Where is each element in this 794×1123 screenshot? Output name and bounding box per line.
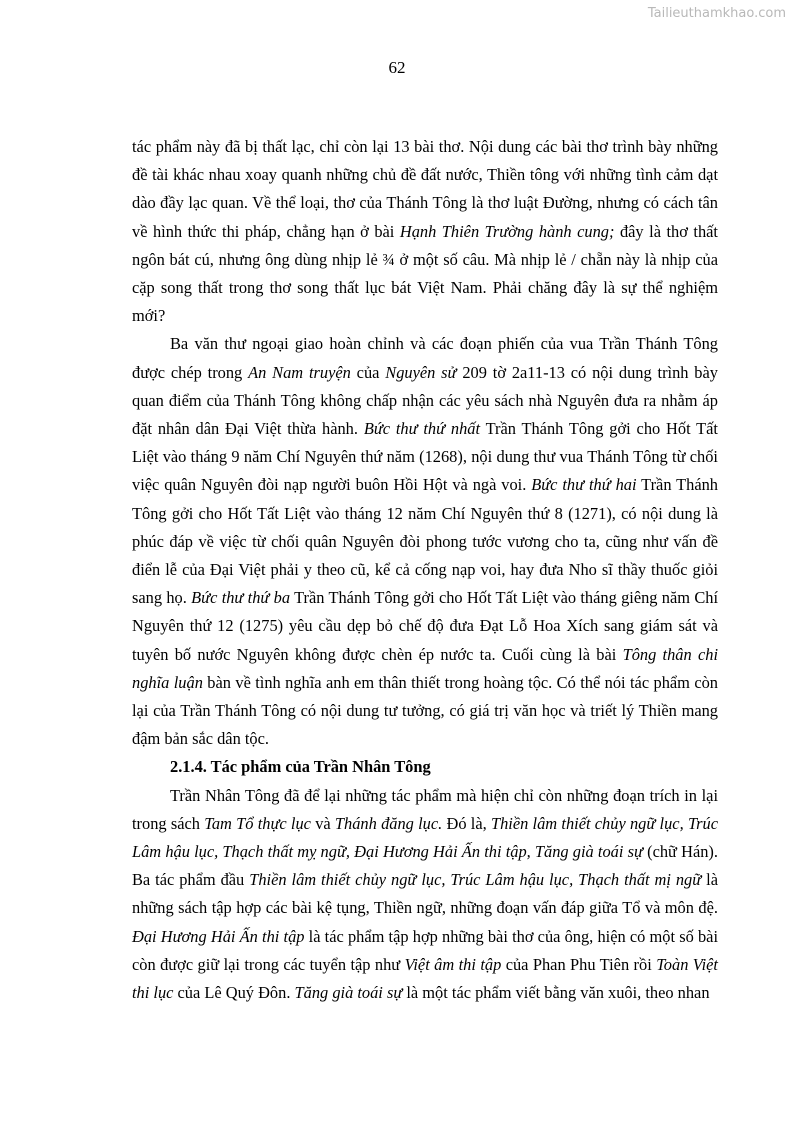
italic-title: Bức thư thứ ba (191, 588, 291, 608)
italic-title: Thánh đăng lục. (334, 813, 443, 833)
text-run: Trần Thánh Tông gởi cho Hốt Tất Liệt vào tháng 9 năm Chí Nguyên thứ năm (1268), nội dung thư vua Thánh Tông từ chối việc quân Nguyên đòi nạp người buôn Hồi Hột và ngà voi. (132, 419, 718, 495)
page-number: 62 (388, 58, 406, 77)
italic-title: Tăng già toái sự (294, 983, 403, 1003)
text-run: bàn về tình nghĩa anh em thân thiết trong hoàng tộc. Có thể nói tác phẩm còn lại của Trần Thánh Tông có nội dung tư tưởng, có giá trị văn học và triết lý Thiền mang đậm bản sắc dân tộc. (132, 672, 718, 749)
text-run: Đó là, (442, 813, 491, 833)
document-body (132, 133, 718, 1007)
italic-title: Bức thư thứ nhất (363, 419, 481, 439)
italic-title: Thiền lâm thiết chủy ngữ lục, Trúc Lâm hậu lục, Thạch thất mị ngữ (249, 870, 702, 890)
section-heading: 2.1.4. Tác phẩm của Trần Nhân Tông (170, 757, 431, 777)
text-run: của Phan Phu Tiên rồi (501, 954, 657, 974)
italic-title: An Nam truyện (248, 362, 351, 382)
italic-title: Tam Tổ thực lục (204, 813, 311, 833)
text-run: 209 tờ 2a11-13 có nội dung trình bày quan điểm của Thánh Tông không chấp nhận các yêu sách nhà Nguyên đưa ra nhằm áp đặt nhân dân Đại Việt thừa hành. (132, 362, 718, 439)
italic-title: Nguyên sử (385, 362, 457, 382)
text-run: của (350, 362, 386, 382)
italic-title: Đại Hương Hải Ấn thi tập (132, 926, 305, 946)
italic-title: Việt âm thi tập (404, 954, 502, 974)
text-run: và (310, 813, 335, 833)
paragraph (132, 330, 718, 753)
text-run: Ba văn thư ngoại giao hoàn chỉnh và các đoạn phiến của vua Trần Thánh Tông được chép trong (132, 334, 718, 382)
italic-title: Hạnh Thiên Trường hành cung; (399, 221, 615, 241)
text-run: là tác phẩm tập hợp những bài thơ của ông, hiện có một số bài còn được giữ lại trong các tuyển tập như (132, 926, 718, 974)
text-run: đây là thơ thất ngôn bát cú, nhưng ông dùng nhịp lẻ ¾ ở một số câu. Mà nhịp lẻ / chẵn này là nhịp của cặp song thất trong thơ song thất lục bát Việt Nam. Phải chăng đây là sự thể nghiệm mới? (132, 221, 718, 326)
text-run: tác phẩm này đã bị thất lạc, chỉ còn lại 13 bài thơ. Nội dung các bài thơ trình bày những đề tài khác nhau xoay quanh những chủ đề đất nước, Thiền tông với những tình cảm dạt dào đầy lạc quan. Về thể loại, thơ của Thánh Tông là thơ luật Đường, nhưng có cách tân về hình thức thi pháp, chẳng hạn ở bài (132, 137, 718, 241)
text-run: của Lê Quý Đôn. (173, 983, 295, 1003)
italic-title: Tông thân chi nghĩa luận (132, 644, 719, 692)
italic-title: Toàn Việt thi lục (132, 954, 718, 1003)
text-run: (chữ Hán). Ba tác phẩm đầu (132, 842, 718, 890)
text-run: Trần Nhân Tông đã để lại những tác phẩm mà hiện chỉ còn những đoạn trích in lại trong sách (132, 785, 718, 833)
text-run: là một tác phẩm viết bằng văn xuôi, theo nhan (402, 983, 710, 1003)
text-run: Trần Thánh Tông gởi cho Hốt Tất Liệt vào tháng giêng năm Chí Nguyên thứ 12 (1275) yêu cầu dẹp bỏ chế độ đưa Đạt Lỗ Hoa Xích sang giám sát và tuyên bố nước Nguyên không được chèn ép nước ta. Cuối cùng là bài (132, 588, 718, 664)
italic-title: Bức thư thứ hai (531, 475, 637, 495)
paragraph-continued (132, 133, 718, 330)
paragraph (132, 782, 718, 1008)
watermark: Tailieuthamkhao.com (647, 6, 786, 21)
text-run: Trần Thánh Tông gởi cho Hốt Tất Liệt vào tháng 12 năm Chí Nguyên thứ 8 (1271), có nội dung là phúc đáp về việc từ chối quân Nguyên đòi phong tước vương cho ta, cũng như vấn đề điển lễ của Đại Việt phải y theo cũ, kể cả cống nạp voi, hay đưa Nho sĩ thầy thuốc giỏi sang họ. (132, 475, 718, 608)
text-run: là những sách tập hợp các bài kệ tụng, Thiền ngữ, những đoạn vấn đáp giữa Tổ và môn đệ. (132, 870, 718, 918)
italic-title: Thiền lâm thiết chủy ngữ lục, Trúc Lâm hậu lục, Thạch thất mỵ ngữ, Đại Hương Hải Ấn thi tập, Tăng già toái sự (132, 813, 718, 862)
